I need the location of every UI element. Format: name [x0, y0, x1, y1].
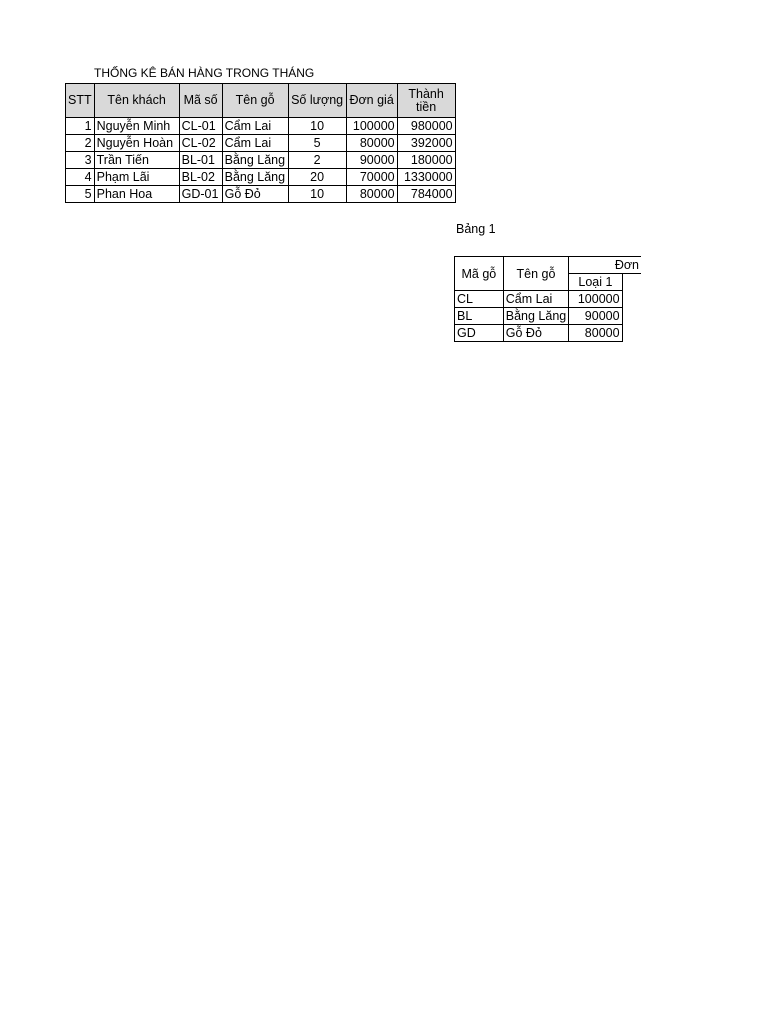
header-ma-so[interactable]: Mã số: [179, 84, 222, 118]
bang1-cell-loai1[interactable]: 90000: [569, 308, 622, 325]
bang1-viewport: [454, 256, 641, 346]
cell-thanh-tien[interactable]: 980000: [397, 118, 455, 135]
bang1-cell-ma[interactable]: GD: [455, 325, 504, 342]
table-row: [66, 135, 456, 152]
bang1-header-don-gia[interactable]: Đơn: [569, 257, 641, 274]
cell-don-gia[interactable]: 100000: [346, 118, 397, 135]
cell-ten-khach[interactable]: Nguyễn Minh: [94, 118, 179, 135]
cell-stt[interactable]: 4: [66, 169, 95, 186]
header-ten-khach[interactable]: Tên khách: [94, 84, 179, 118]
cell-don-gia[interactable]: 90000: [346, 152, 397, 169]
sales-table-header: [66, 84, 456, 118]
bang1-cell-clipped: [622, 291, 641, 308]
cell-ten-go[interactable]: Gỗ Đỏ: [222, 186, 288, 203]
bang1-cell-ten[interactable]: Gỗ Đỏ: [503, 325, 568, 342]
cell-ten-go[interactable]: Cẩm Lai: [222, 118, 288, 135]
cell-ten-go[interactable]: Cẩm Lai: [222, 135, 288, 152]
cell-don-gia[interactable]: 70000: [346, 169, 397, 186]
bang1-label: Bảng 1: [456, 222, 496, 236]
table-row: [66, 169, 456, 186]
table-row: [66, 118, 456, 135]
table-row: [66, 152, 456, 169]
bang1-header-ten-go[interactable]: Tên gỗ: [503, 257, 568, 291]
cell-so-luong[interactable]: 10: [288, 186, 346, 203]
cell-thanh-tien[interactable]: 392000: [397, 135, 455, 152]
cell-so-luong[interactable]: 20: [288, 169, 346, 186]
cell-so-luong[interactable]: 10: [288, 118, 346, 135]
cell-stt[interactable]: 1: [66, 118, 95, 135]
bang1-cell-ten[interactable]: Cẩm Lai: [503, 291, 568, 308]
cell-ma-so[interactable]: GD-01: [179, 186, 222, 203]
bang1-header-row: [455, 257, 642, 274]
header-so-luong[interactable]: Số lượng: [288, 84, 346, 118]
bang1-cell-loai1[interactable]: 100000: [569, 291, 622, 308]
cell-so-luong[interactable]: 5: [288, 135, 346, 152]
bang1-cell-ma[interactable]: CL: [455, 291, 504, 308]
cell-stt[interactable]: 2: [66, 135, 95, 152]
cell-don-gia[interactable]: 80000: [346, 135, 397, 152]
cell-stt[interactable]: 3: [66, 152, 95, 169]
cell-ma-so[interactable]: CL-02: [179, 135, 222, 152]
cell-ten-go[interactable]: Bằng Lăng: [222, 169, 288, 186]
cell-thanh-tien[interactable]: 784000: [397, 186, 455, 203]
cell-ten-khach[interactable]: Phan Hoa: [94, 186, 179, 203]
bang1-cell-clipped: [622, 308, 641, 325]
table-row: [455, 291, 642, 308]
header-stt[interactable]: STT: [66, 84, 95, 118]
bang1-cell-clipped: [622, 325, 641, 342]
cell-ten-khach[interactable]: Nguyễn Hoàn: [94, 135, 179, 152]
header-ten-go[interactable]: Tên gỗ: [222, 84, 288, 118]
bang1-cell-loai1[interactable]: 80000: [569, 325, 622, 342]
header-thanh-tien[interactable]: Thành tiền: [397, 84, 455, 118]
header-don-gia[interactable]: Đơn giá: [346, 84, 397, 118]
cell-ma-so[interactable]: CL-01: [179, 118, 222, 135]
cell-ten-go[interactable]: Bằng Lăng: [222, 152, 288, 169]
cell-thanh-tien[interactable]: 1330000: [397, 169, 455, 186]
bang1-header-loai1[interactable]: Loại 1: [569, 274, 622, 291]
cell-don-gia[interactable]: 80000: [346, 186, 397, 203]
sales-table: [65, 83, 456, 203]
sheet-title: THỐNG KÊ BÁN HÀNG TRONG THÁNG: [94, 66, 315, 80]
cell-ma-so[interactable]: BL-01: [179, 152, 222, 169]
bang1-table: [454, 256, 641, 342]
table-row: [66, 186, 456, 203]
table-row: [455, 325, 642, 342]
cell-stt[interactable]: 5: [66, 186, 95, 203]
cell-so-luong[interactable]: 2: [288, 152, 346, 169]
table-row: [455, 308, 642, 325]
bang1-cell-ten[interactable]: Bằng Lăng: [503, 308, 568, 325]
cell-ma-so[interactable]: BL-02: [179, 169, 222, 186]
cell-ten-khach[interactable]: Phạm Lãi: [94, 169, 179, 186]
bang1-header-ma-go[interactable]: Mã gỗ: [455, 257, 504, 291]
bang1-cell-ma[interactable]: BL: [455, 308, 504, 325]
cell-thanh-tien[interactable]: 180000: [397, 152, 455, 169]
bang1-header-loai2-clipped: [622, 274, 641, 291]
cell-ten-khach[interactable]: Trần Tiến: [94, 152, 179, 169]
